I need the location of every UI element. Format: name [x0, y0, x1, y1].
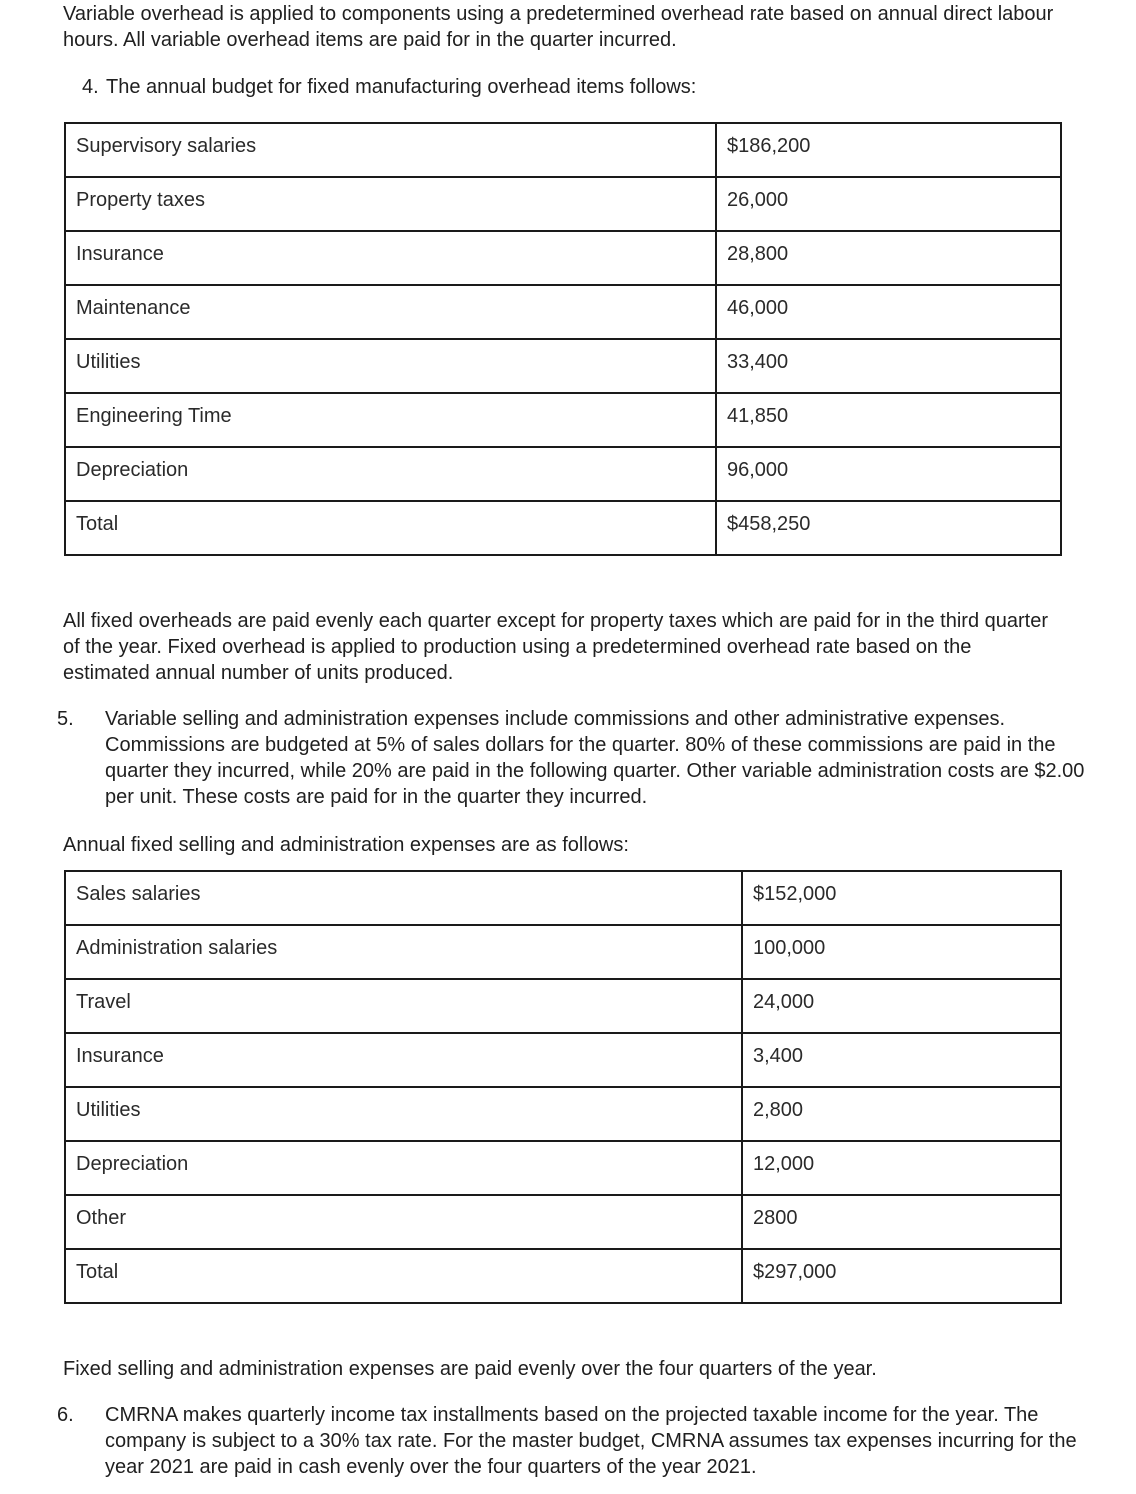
item-5	[57, 706, 1105, 810]
row-label: Depreciation	[65, 447, 716, 501]
row-label: Engineering Time	[65, 393, 716, 447]
row-amount: 2800	[742, 1195, 1061, 1249]
table-row-total	[65, 501, 1061, 555]
row-label: Travel	[65, 979, 742, 1033]
table-row	[65, 285, 1061, 339]
table-row	[65, 1033, 1061, 1087]
table-row	[65, 231, 1061, 285]
intro-paragraph: Variable overhead is applied to components using a predetermined overhead rate based on annual direct labour hours. All variable overhead items are paid for in the quarter incurred.	[63, 3, 1054, 51]
row-label: Insurance	[65, 231, 716, 285]
row-amount: 3,400	[742, 1033, 1061, 1087]
row-amount: $152,000	[742, 871, 1061, 925]
item-5-text: Variable selling and administration expenses include commissions and other administrative expenses. Commissions are budgeted at 5% of sales dollars for the quarter. 80% of these commissions are paid in the quarter they incurred, while 20% are paid in the following quarter. Other variable administration costs are $2.00 per unit. These costs are paid for in the quarter they incurred.	[105, 708, 1085, 808]
row-amount: 2,800	[742, 1087, 1061, 1141]
row-label: Depreciation	[65, 1141, 742, 1195]
item-6-text: CMRNA makes quarterly income tax installments based on the projected taxable income for the year. The company is subject to a 30% tax rate. For the master budget, CMRNA assumes tax expenses incurring for the year 2021 are paid in cash evenly over the four quarters of the year 2021.	[105, 1404, 1077, 1478]
row-amount: 41,850	[716, 393, 1061, 447]
table-row	[65, 339, 1061, 393]
row-label: Utilities	[65, 1087, 742, 1141]
row-label: Sales salaries	[65, 871, 742, 925]
row-label: Total	[65, 1249, 742, 1303]
row-amount: 46,000	[716, 285, 1061, 339]
item-4	[82, 74, 1102, 100]
row-amount: $186,200	[716, 123, 1061, 177]
row-amount: $458,250	[716, 501, 1061, 555]
table-row	[65, 177, 1061, 231]
item-4-number: 4.	[82, 76, 99, 98]
row-amount: 26,000	[716, 177, 1061, 231]
fixed-selling-table	[64, 870, 1062, 1304]
table-row	[65, 1141, 1061, 1195]
row-label: Utilities	[65, 339, 716, 393]
row-label: Insurance	[65, 1033, 742, 1087]
table-row	[65, 447, 1061, 501]
fixed-selling-paragraph: Fixed selling and administration expenses are paid evenly over the four quarters of the year.	[63, 1358, 877, 1380]
row-amount: 12,000	[742, 1141, 1061, 1195]
item-5-number: 5.	[57, 708, 74, 730]
item-6-number: 6.	[57, 1404, 74, 1426]
table-row	[65, 979, 1061, 1033]
row-amount: 24,000	[742, 979, 1061, 1033]
fixed-overhead-table	[64, 122, 1062, 556]
fixed-overhead-paragraph: All fixed overheads are paid evenly each quarter except for property taxes which are paid for in the third quarter of the year. Fixed overhead is applied to production using a predetermined overhead rate based on the estimated annual number of units produced.	[63, 610, 1048, 684]
row-amount: 96,000	[716, 447, 1061, 501]
annual-fixed-selling-intro: Annual fixed selling and administration expenses are as follows:	[63, 834, 629, 856]
item-4-text: The annual budget for fixed manufacturing overhead items follows:	[106, 76, 697, 98]
row-label: Total	[65, 501, 716, 555]
row-label: Maintenance	[65, 285, 716, 339]
table-row	[65, 1195, 1061, 1249]
table-row	[65, 123, 1061, 177]
row-amount: 100,000	[742, 925, 1061, 979]
table-row	[65, 871, 1061, 925]
row-label: Supervisory salaries	[65, 123, 716, 177]
row-label: Administration salaries	[65, 925, 742, 979]
row-amount: 33,400	[716, 339, 1061, 393]
table-row-total	[65, 1249, 1061, 1303]
table-row	[65, 393, 1061, 447]
row-label: Property taxes	[65, 177, 716, 231]
table-row	[65, 1087, 1061, 1141]
row-amount: $297,000	[742, 1249, 1061, 1303]
row-label: Other	[65, 1195, 742, 1249]
item-6	[57, 1402, 1105, 1480]
table-row	[65, 925, 1061, 979]
row-amount: 28,800	[716, 231, 1061, 285]
